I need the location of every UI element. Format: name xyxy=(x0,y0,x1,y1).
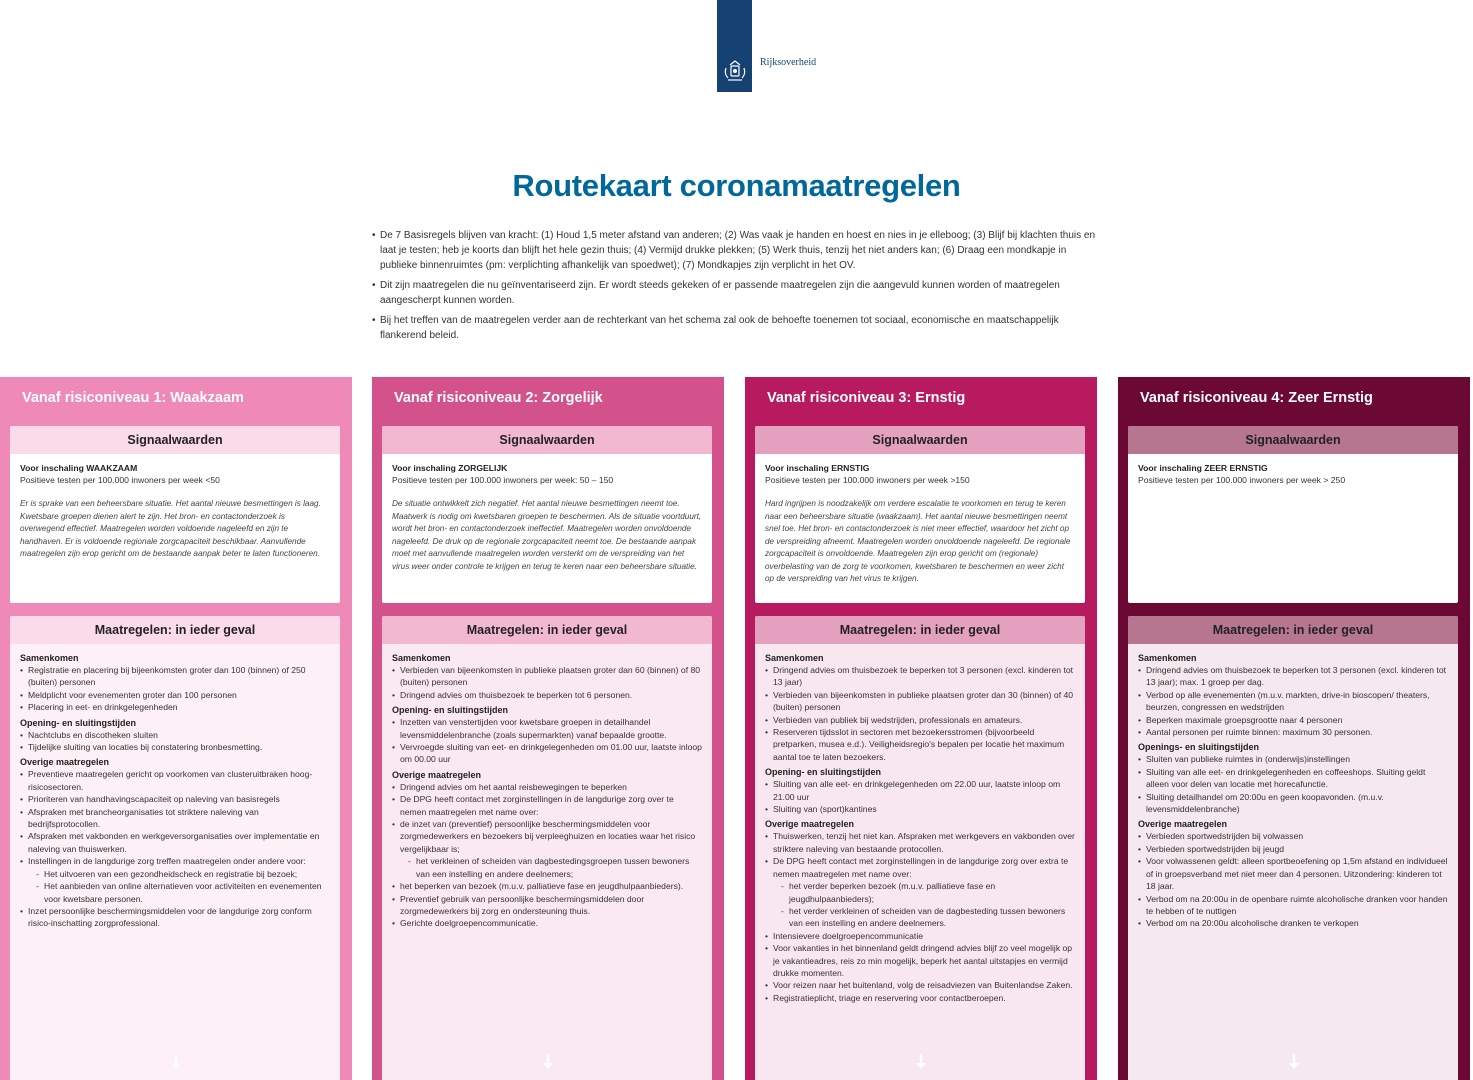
measures-list xyxy=(1138,753,1448,815)
measure-text: Verbieden van publiek bij wedstrijden, professionals en amateurs. xyxy=(773,714,1023,725)
measures-list xyxy=(20,664,330,714)
measure-item xyxy=(1138,689,1448,714)
measure-text: Afspraken met brancheorganisaties tot striktere naleving van bedrijfsprotocollen. xyxy=(28,806,259,830)
measures-section-title: Overige maatregelen xyxy=(1138,819,1228,830)
measures-section-title: Opening- en sluitingstijden xyxy=(392,705,508,716)
measure-text: Verbieden van bijeenkomsten in publieke plaatsen groter dan 60 (binnen) of 80 (buiten) personen xyxy=(400,665,701,688)
logo-text: Rijksoverheid xyxy=(760,57,817,68)
measure-text: Verbod op alle evenementen (m.u.v. markten, drive-in bioscopen/ theaters, beurzen, congressen en wedstrijden xyxy=(1146,689,1430,713)
measures-section-title: Opening- en sluitingstijden xyxy=(765,767,881,778)
measure-item xyxy=(392,793,702,818)
measure-item xyxy=(392,689,702,701)
measure-subitem: - het verder verkleinen of scheiden van de dagbesteding tussen bewoners van een instelling en andere deelnemers. xyxy=(773,905,1075,930)
measures-list xyxy=(765,664,1075,763)
level-heading: Vanaf risiconiveau 2: Zorgelijk xyxy=(394,390,603,406)
measure-text: Instellingen in de langdurige zorg treffen maatregelen onder andere voor: xyxy=(28,856,306,867)
intro-item: • Dit zijn maatregelen die nu geïnventariseerd zijn. Er wordt steeds gekeken of er passende maatregelen zijn die aangevuld kunnen worden of maatregelen aangescherpt kunnen worden. xyxy=(372,278,1102,308)
measure-item xyxy=(1138,664,1448,689)
measure-item xyxy=(1138,766,1448,791)
measure-text: Inzetten van venstertijden voor kwetsbare groepen in detailhandel levensmiddelenbranche (zoals supermarkten) vanaf bepaalde grootte. xyxy=(400,717,667,740)
intro-item: • De 7 Basisregels blijven van kracht: (1) Houd 1,5 meter afstand van anderen; (2) Was vaak je handen en hoest en nies in je elleboog; (3) Blijf bij klachten thuis en laat je testen; heb je koorts dan blijft het hele gezin thuis; (4) Vermijd drukke plekken; (5) Werk thuis, tenzij het niet anders kan; (6) Draag een mondkapje in publieke binnenruimtes (pm: verplichting afhankelijk van spoedwet); (7) Mondkapjes zijn verplicht in het OV. xyxy=(372,228,1102,273)
measure-item xyxy=(765,803,1075,815)
measures-box xyxy=(1128,616,1458,1080)
arrow-down-glyph xyxy=(915,1053,927,1071)
measure-text: De DPG heeft contact met zorginstellingen in de langdurige zorg over extra te nemen maatregelen met name over: xyxy=(773,856,1069,879)
measure-text: Verbod om na 20:00u alcoholische dranken te verkopen xyxy=(1146,918,1359,929)
arrow-down-icon xyxy=(1118,1053,1470,1076)
measure-text: Sluiting detailhandel om 20:00u en geen koopavonden. (m.u.v. levensmiddelenbranche) xyxy=(1146,791,1384,815)
measure-text: Voor reizen naar het buitenland, volg de reisadviezen van Buitenlandse Zaken. xyxy=(773,980,1073,991)
signal-value: Positieve testen per 100.000 inwoners per week <50 xyxy=(20,475,220,485)
measures-list xyxy=(1138,664,1448,738)
measure-text: Thuiswerken, tenzij het niet kan. Afspraken met werkgevers en vakbonden over striktere naleving van bestaande protocollen. xyxy=(773,831,1075,854)
measures-section-title: Overige maatregelen xyxy=(20,757,110,768)
measure-text: Inzet persoonlijke beschermingsmiddelen voor de langdurige zorg conform risico-inschatting zorgprofessional. xyxy=(28,905,312,929)
measure-text: Intensievere doelgroepencommunicatie xyxy=(773,930,924,941)
measure-text: Voor volwassenen geldt: alleen sportbeoefening op 1,5m afstand en individueel of in groepsverband met niet meer dan 4 personen. Uitzondering: kinderen tot 18 jaar. xyxy=(1146,856,1448,892)
arrow-down-icon xyxy=(372,1053,724,1076)
column-level-2 xyxy=(372,377,724,1080)
measure-item xyxy=(1138,830,1448,842)
measure-text: het beperken van bezoek (m.u.v. palliatieve fase en jeugdhulpaanbieders). xyxy=(400,881,684,892)
arrow-down-glyph xyxy=(1288,1053,1300,1071)
measures-heading: Maatregelen: in ieder geval xyxy=(755,616,1085,644)
rijksoverheid-logo xyxy=(717,0,752,92)
signal-box xyxy=(755,426,1085,603)
intro-list xyxy=(372,228,1102,348)
signal-description: De situatie ontwikkelt zich negatief. Het aantal nieuwe besmettingen neemt toe. Maatwerk is nodig om kwetsbaren groepen te beschermen. Als de situatie voortduurt, wordt het bron- en contactonderzoek ineffectief. Maatregelen worden onvoldoende nageleefd. De druk op de regionale zorgcapaciteit neemt toe. De bestaande aanpak moet met aanvullende maatregelen worden versterkt om de verspreiding van het virus weer onder controle te krijgen en terug te keren naar een beheersbare situatie. xyxy=(392,499,702,571)
signal-description: Er is sprake van een beheersbare situatie. Het aantal nieuwe besmettingen is laag. Kwetsbare groepen dienen alert te zijn. Het bron- en contactonderzoek is overwegend effectief. Maatregelen worden voldoende nageleefd en zijn te handhaven. Er is voldoende regionale zorgcapaciteit beschikbaar. Aanvullende maatregelen zijn erop gericht om de bestaande aanpak beter te laten functioneren. xyxy=(20,499,321,558)
measures-section-title: Overige maatregelen xyxy=(392,769,482,780)
signal-value: Positieve testen per 100.000 inwoners per week > 250 xyxy=(1138,475,1346,485)
arrow-down-glyph xyxy=(170,1053,182,1071)
measure-item xyxy=(20,689,330,701)
measure-item xyxy=(765,830,1075,855)
measures-section-title: Samenkomen xyxy=(1138,653,1197,663)
measure-item xyxy=(1138,753,1448,765)
measures-section-title: Samenkomen xyxy=(392,653,451,663)
measure-item xyxy=(1138,791,1448,816)
signal-box xyxy=(1128,426,1458,603)
measure-item xyxy=(20,855,330,905)
measures-list xyxy=(20,768,330,929)
measures-body xyxy=(755,644,1085,1004)
measure-text: Registratie en placering bij bijeenkomsten groter dan 100 (binnen) of 250 (buiten) personen xyxy=(28,665,306,688)
signal-box xyxy=(382,426,712,603)
signal-label: Voor inschaling ERNSTIG xyxy=(765,463,870,473)
measure-text: Gerichte doelgroepencommunicatie. xyxy=(400,918,539,929)
measures-heading: Maatregelen: in ieder geval xyxy=(10,616,340,644)
measures-box xyxy=(10,616,340,1080)
measure-text: Voor vakanties in het binnenland geldt dringend advies blijf zo veel mogelijk op je vakantieadres, reis zo min mogelijk, beperk het aantal uitstapjes en vermijd drukke momenten. xyxy=(773,943,1073,978)
measure-item xyxy=(1138,855,1448,892)
measure-text: Dringend advies om thuisbezoek te beperken tot 3 personen (excl. kinderen tot 13 jaar) xyxy=(773,665,1074,688)
signal-heading: Signaalwaarden xyxy=(10,426,340,454)
measures-section-title: Samenkomen xyxy=(765,653,824,663)
measure-sublist xyxy=(28,868,330,905)
measure-item xyxy=(20,741,330,753)
measure-text: Verbieden sportwedstrijden bij jeugd xyxy=(1146,843,1285,854)
measures-heading: Maatregelen: in ieder geval xyxy=(382,616,712,644)
measure-text: De DPG heeft contact met zorginstellingen in de langdurige zorg over te nemen maatregelen met name over: xyxy=(400,794,674,817)
measure-item xyxy=(20,729,330,741)
level-heading: Vanaf risiconiveau 3: Ernstig xyxy=(767,390,966,406)
measure-text: Dringend advies om het aantal reisbewegingen te beperken xyxy=(400,781,627,792)
column-level-1 xyxy=(0,377,352,1080)
measure-item xyxy=(765,979,1075,991)
page-title: Routekaart coronamaatregelen xyxy=(512,168,961,203)
measure-item xyxy=(392,664,702,689)
measure-item xyxy=(765,778,1075,803)
measure-text: Vervroegde sluiting van eet- en drinkgelegenheden om 01.00 uur, laatste inloop om 00.00 uur xyxy=(400,742,702,765)
measure-text: Verbieden sportwedstrijden bij volwassen xyxy=(1146,831,1304,842)
measure-text: Meldplicht voor evenementen groter dan 100 personen xyxy=(28,689,237,700)
measure-text: Beperken maximale groepsgrootte naar 4 personen xyxy=(1146,714,1343,725)
measure-text: Prioriteren van handhavingscapaciteit op naleving van basisregels xyxy=(28,794,280,805)
measure-text: Preventief gebruik van persoonlijke beschermingsmiddelen door zorgmedewerkers bij zorg en ondersteuning thuis. xyxy=(400,893,645,916)
arrow-down-glyph xyxy=(542,1053,554,1071)
measure-item xyxy=(1138,726,1448,738)
measures-heading: Maatregelen: in ieder geval xyxy=(1128,616,1458,644)
measure-item xyxy=(20,806,330,831)
measure-item xyxy=(765,942,1075,979)
signal-description: Hard ingrijpen is noodzakelijk om verdere escalatie te voorkomen en terug te keren naar een beheersbare situatie (waakzaam). Het aantal nieuwe besmettingen neemt snel toe. Het bron- en contactonderzoek is niet meer effectief, waardoor het zicht op de verspreiding afneemt. Maatregelen worden onvoldoende nageleefd. De regionale zorgcapaciteit is onvoldoende. Maatregelen zijn erop gericht om (regionale) overbelasting van de zorg te voorkomen, kwetsbaren te beschermen en weer zicht op de verspreiding van het virus te krijgen. xyxy=(765,499,1071,583)
measure-item xyxy=(1138,843,1448,855)
measures-list xyxy=(20,729,330,754)
column-level-4 xyxy=(1118,377,1470,1080)
measure-sublist xyxy=(773,880,1075,930)
measures-list xyxy=(765,830,1075,1004)
measure-item xyxy=(20,793,330,805)
measure-text: Sluiting van (sport)kantines xyxy=(773,804,877,815)
measures-list xyxy=(1138,830,1448,929)
measure-text: Sluiting van alle eet- en drinkgelegenheden en coffeeshops. Sluiting geldt alleen voor delen van locatie met horecafunctie. xyxy=(1146,766,1426,790)
measure-item xyxy=(392,781,702,793)
measure-text: Preventieve maatregelen gericht op voorkomen van clusteruitbraken hoog-risicosectoren. xyxy=(28,769,313,792)
signal-body xyxy=(10,454,340,561)
measure-item xyxy=(392,716,702,741)
signal-heading: Signaalwaarden xyxy=(755,426,1085,454)
measure-text: Dringend advies om thuisbezoek te beperken tot 6 personen. xyxy=(400,689,633,700)
signal-box xyxy=(10,426,340,603)
measures-section-title: Openings- en sluitingstijden xyxy=(1138,742,1260,753)
measure-text: Verbod om na 20:00u in de openbare ruimte alcoholische dranken voor handen te hebben of te nuttigen xyxy=(1146,893,1448,916)
measure-item xyxy=(392,741,702,766)
measures-box xyxy=(755,616,1085,1080)
measures-section-title: Opening- en sluitingstijden xyxy=(20,717,136,728)
measure-text: Placering in eet- en drinkgelegenheden xyxy=(28,702,178,713)
column-level-3 xyxy=(745,377,1097,1080)
signal-value: Positieve testen per 100.000 inwoners per week >150 xyxy=(765,475,970,485)
measure-item xyxy=(392,880,702,892)
measure-subitem: - het verkleinen of scheiden van dagbestedingsgroepen tussen bewoners van een instelling en andere deelnemers; xyxy=(400,855,702,880)
measure-item xyxy=(392,893,702,918)
crest-icon xyxy=(722,58,748,84)
measures-list xyxy=(765,778,1075,815)
measure-text: Tijdelijke sluiting van locaties bij constatering bronbesmetting. xyxy=(28,742,263,753)
measure-item xyxy=(765,992,1075,1004)
signal-label: Voor inschaling WAAKZAAM xyxy=(20,463,138,473)
measures-body xyxy=(10,644,340,930)
measure-subitem: - Het aanbieden van online alternatieven voor activiteiten en evenementen voor kwetsbare personen. xyxy=(28,880,330,905)
signal-label: Voor inschaling ZEER ERNSTIG xyxy=(1138,463,1268,473)
measure-item xyxy=(765,726,1075,763)
measure-text: Nachtclubs en discotheken sluiten xyxy=(28,729,158,740)
signal-heading: Signaalwaarden xyxy=(1128,426,1458,454)
measure-text: Aantal personen per ruimte binnen: maximum 30 personen. xyxy=(1146,727,1373,738)
arrow-down-icon xyxy=(745,1053,1097,1076)
measure-item xyxy=(765,855,1075,929)
measures-body xyxy=(382,644,712,930)
measure-text: Sluiten van publieke ruimtes in (onderwijs)instellingen xyxy=(1146,754,1350,765)
measure-item xyxy=(1138,893,1448,918)
measure-item xyxy=(765,689,1075,714)
measure-item xyxy=(20,768,330,793)
measure-subitem: - Het uitvoeren van een gezondheidscheck en registratie bij bezoek; xyxy=(28,868,330,880)
measure-item xyxy=(20,905,330,930)
measures-section-title: Samenkomen xyxy=(20,653,79,663)
measure-sublist xyxy=(400,855,702,880)
measure-item xyxy=(765,664,1075,689)
measures-body xyxy=(1128,644,1458,930)
measure-text: Reserveren tijdsslot in sectoren met bezoekersstromen (bijvoorbeeld pretparken, musea e.d.). Veiligheidsregio's bepalen per locatie het maximum aantal toe te laten bezoekers. xyxy=(773,727,1065,762)
level-heading: Vanaf risiconiveau 4: Zeer Ernstig xyxy=(1140,390,1373,406)
signal-heading: Signaalwaarden xyxy=(382,426,712,454)
measure-text: Verbieden van bijeenkomsten in publieke plaatsen groter dan 30 (binnen) of 40 (buiten) personen xyxy=(773,689,1074,713)
measure-text: Dringend advies om thuisbezoek te beperken tot 3 personen (excl. kinderen tot 13 jaar); max. 1 groep per dag. xyxy=(1146,665,1447,688)
arrow-down-icon xyxy=(0,1053,352,1076)
measures-section-title: Overige maatregelen xyxy=(765,819,855,830)
signal-body xyxy=(382,454,712,573)
measure-item xyxy=(765,714,1075,726)
measure-subitem: - het verder beperken bezoek (m.u.v. palliatieve fase en jeugdhulpaanbieders); xyxy=(773,880,1075,905)
level-heading: Vanaf risiconiveau 1: Waakzaam xyxy=(22,390,244,406)
measures-box xyxy=(382,616,712,1080)
intro-item: • Bij het treffen van de maatregelen verder aan de rechterkant van het schema zal ook de behoefte toenemen tot sociaal, economische en maatschappelijk flankerend beleid. xyxy=(372,313,1102,343)
measure-text: Sluiting van alle eet- en drinkgelegenheden om 22.00 uur, laatste inloop om 21.00 uur xyxy=(773,779,1061,802)
signal-body xyxy=(755,454,1085,586)
measure-item xyxy=(20,701,330,713)
measure-item xyxy=(20,830,330,855)
measure-item xyxy=(392,818,702,880)
signal-value: Positieve testen per 100.000 inwoners per week: 50 – 150 xyxy=(392,475,614,485)
measure-item xyxy=(20,664,330,689)
signal-label: Voor inschaling ZORGELIJK xyxy=(392,463,508,473)
measure-text: de inzet van (preventief) persoonlijke beschermingsmiddelen voor zorgmedewerkers en bezoekers bij verpleeghuizen en locaties waar het risico vergelijkbaar is; xyxy=(400,819,696,854)
measure-item xyxy=(392,917,702,929)
measure-item xyxy=(1138,917,1448,929)
measures-list xyxy=(392,716,702,766)
measure-text: Afspraken met vakbonden en werkgeversorganisaties over implementatie en naleving van thuiswerken. xyxy=(28,831,320,854)
measures-list xyxy=(392,781,702,930)
measure-text: Registratieplicht, triage en reservering voor contactberoepen. xyxy=(773,992,1006,1003)
measure-item xyxy=(1138,714,1448,726)
measure-item xyxy=(765,930,1075,942)
measures-list xyxy=(392,664,702,701)
signal-body xyxy=(1128,454,1458,486)
